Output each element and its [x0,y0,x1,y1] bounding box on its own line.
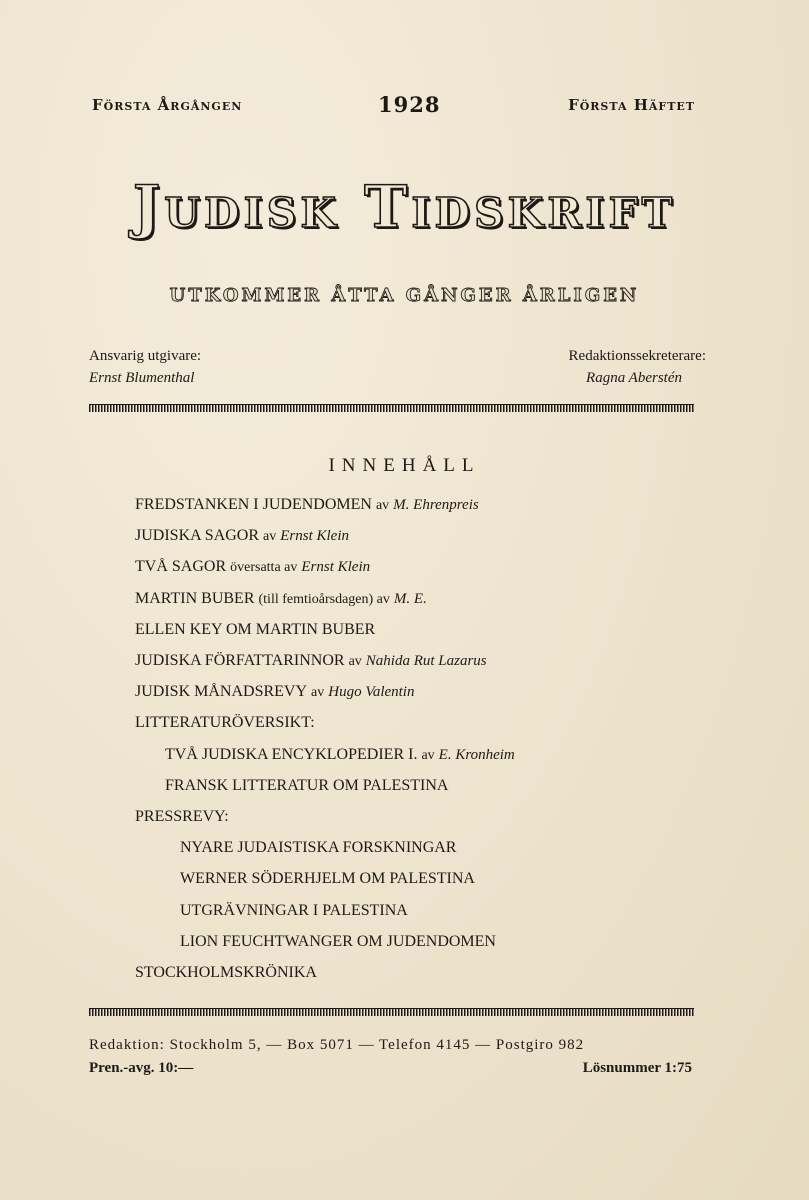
contents-item-title: JUDISKA SAGOR [135,527,260,545]
contents-item-title: TVÅ SAGOR [135,558,227,576]
contents-item-byline: av [348,654,362,669]
contents-item-title: NYARE JUDAISTISKA FORSKNINGAR [180,839,457,857]
editorial-address: Redaktion: Stockholm 5, — Box 5071 — Telefon 4145 — Postgiro 982 [89,1037,585,1053]
contents-item-byline: (till femtioårsdagen) av [258,591,390,607]
year-label: 1928 [378,92,441,117]
contents-item-byline: av [263,529,277,545]
contents-item-title: TVÅ JUDISKA ENCYKLOPEDIER I. [165,745,418,763]
contents-item-author: M. E. [393,590,427,607]
contents-item-author: Ernst Klein [280,528,350,545]
contents-item-author: Nahida Rut Lazarus [365,653,487,669]
decorative-rule-bottom [89,1008,694,1016]
single-issue-price: Lösnummer 1:75 [582,1060,692,1076]
contents-item [135,964,317,982]
contents-item [165,746,515,764]
contents-item [165,777,448,795]
contents-item [135,590,427,608]
contents-item-author: E. Kronheim [438,746,515,763]
contents-item-title: ELLEN KEY OM MARTIN BUBER [135,620,376,638]
contents-item [180,933,496,951]
journal-subtitle: UTKOMMER ÅTTA GÅNGER ÅRLIGEN [169,285,640,306]
subscription-price: Pren.-avg. 10:— [89,1060,194,1076]
contents-item-byline: översatta av [230,560,298,576]
contents-item [135,527,349,545]
volume-label: Första Årgången [92,96,243,114]
contents-item-author: Ernst Klein [301,559,371,576]
contents-heading: INNEHÅLL [328,455,481,476]
contents-item-title: WERNER SÖDERHJELM OM PALESTINA [180,870,475,888]
secretary-name: Ragna Aberstén [586,370,682,386]
contents-item [135,808,229,826]
contents-item-title: PRESSREVY: [135,808,229,825]
contents-item [180,839,456,857]
publisher-label: Ansvarig utgivare: [89,348,202,364]
contents-item-author: Hugo Valentin [328,684,415,701]
decorative-rule-top [89,404,694,412]
contents-item [135,683,414,701]
contents-item-title: FREDSTANKEN I JUDENDOMEN [135,496,372,513]
contents-item-byline: av [375,498,390,513]
contents-item-title: FRANSK LITTERATUR OM PALESTINA [165,776,449,794]
secretary-label: Redaktionssekreterare: [568,348,706,364]
contents-item [135,714,315,732]
contents-item-title: STOCKHOLMSKRÖNIKA [135,964,317,981]
contents-item-title: LION FEUCHTWANGER OM JUDENDOMEN [180,932,496,950]
contents-item [135,621,375,639]
contents-item-byline: av [311,685,325,701]
contents-item [135,652,487,670]
contents-item [180,870,475,888]
contents-item-title: JUDISK MÅNADSREVY [135,683,308,701]
contents-item-author: M. Ehrenpreis [393,497,479,513]
contents-item [135,496,479,514]
publisher-name: Ernst Blumenthal [89,370,195,386]
contents-item-byline: av [421,747,435,763]
journal-title: Judisk Tidskrift [132,173,677,241]
contents-item [135,558,370,576]
contents-item-title: UTGRÄVNINGAR I PALESTINA [180,901,408,919]
issue-label: Första Häftet [568,96,695,114]
contents-item-title: JUDISKA FÖRFATTARINNOR [135,652,345,669]
contents-item-title: LITTERATURÖVERSIKT: [135,714,315,732]
contents-item [180,902,408,920]
contents-item-title: MARTIN BUBER [135,589,255,607]
